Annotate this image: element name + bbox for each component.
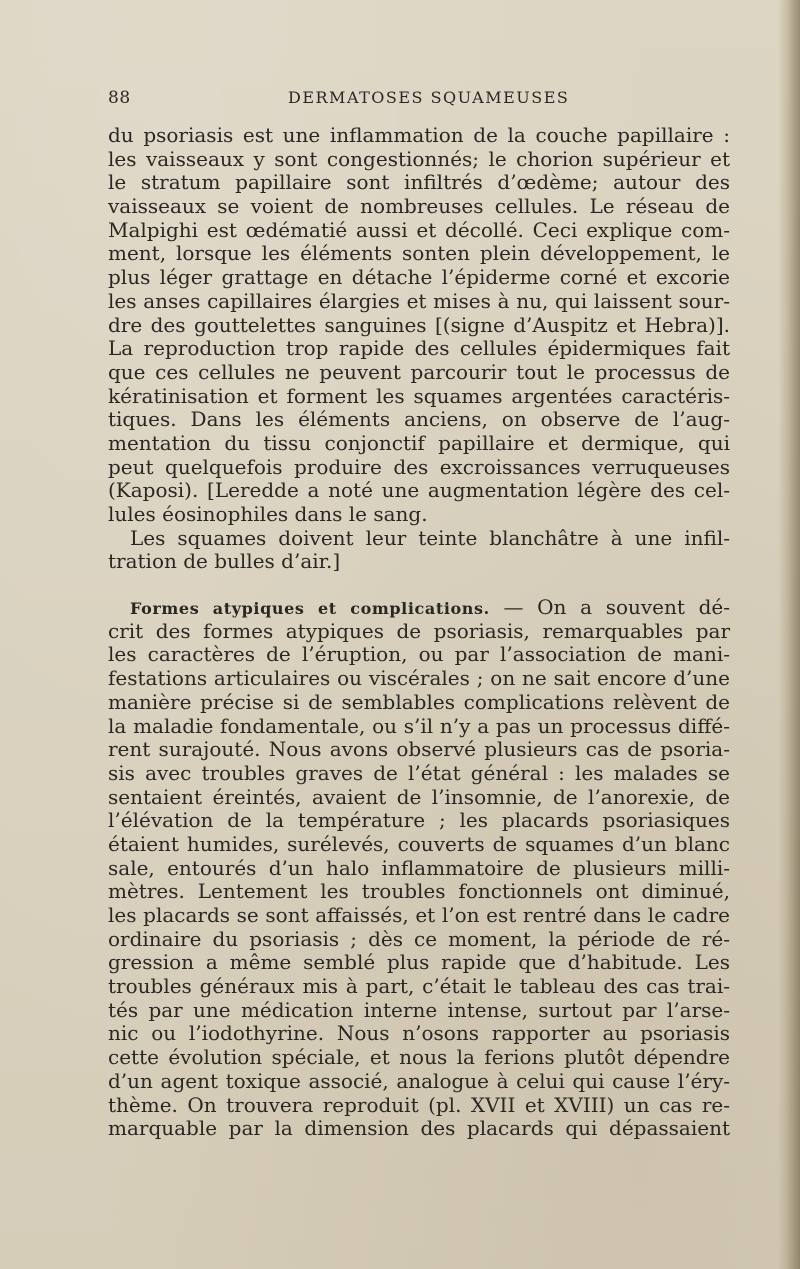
text-line: kératinisation et forment les squames argentées caractéris- <box>108 383 730 408</box>
text-line: la maladie fondamentale, ou s’il n’y a pas un processus diffé- <box>108 713 730 738</box>
page-edge-shadow <box>778 0 800 1269</box>
text-line: les anses capillaires élargies et mises à nu, qui laissent sour- <box>108 288 730 313</box>
text-line: nic ou l’iodothyrine. Nous n’osons rapporter au psoriasis <box>108 1021 730 1046</box>
text-line: dre des gouttelettes sanguines [(signe d’Auspitz et Hebra)]. <box>108 312 730 337</box>
text-line: sale, entourés d’un halo inflammatoire de plusieurs milli- <box>108 855 730 880</box>
page-number: 88 <box>108 88 131 108</box>
section-title: Formes atypiques et complications. <box>130 599 490 619</box>
text-line: crit des formes atypiques de psoriasis, remarquables par <box>108 618 730 643</box>
section-first-line-text: — On a souvent dé- <box>489 595 730 620</box>
text-line: plus léger grattage en détache l’épiderme corné et excorie <box>108 265 730 290</box>
text-line: troubles généraux mis à part, c’était le tableau des cas trai- <box>108 974 730 999</box>
text-line: cette évolution spéciale, et nous la ferions plutôt dépendre <box>108 1045 730 1070</box>
text-line: tiques. Dans les éléments anciens, on observe de l’aug- <box>108 407 730 432</box>
text-line: La reproduction trop rapide des cellules épidermiques fait <box>108 336 730 361</box>
text-line: ment, lorsque les éléments sonten plein développement, le <box>108 241 730 266</box>
text-line: (Kaposi). [Leredde a noté une augmentation légère des cel- <box>108 478 730 503</box>
text-line: vaisseaux se voient de nombreuses cellules. Le réseau de <box>108 194 730 219</box>
text-line: étaient humides, surélevés, couverts de squames d’un blanc <box>108 831 730 856</box>
body-text <box>108 124 730 1141</box>
text-line: le stratum papillaire sont infiltrés d’œdème; autour des <box>108 170 730 195</box>
text-line: les vaisseaux y sont congestionnés; le chorion supérieur et <box>108 146 730 171</box>
text-line: rent surajouté. Nous avons observé plusieurs cas de psoria- <box>108 737 730 762</box>
text-line: les caractères de l’éruption, ou par l’association de mani- <box>108 642 730 667</box>
text-line: tés par une médication interne intense, surtout par l’arse- <box>108 997 730 1022</box>
text-line: gression a même semblé plus rapide que d’habitude. Les <box>108 950 730 975</box>
text-line: sentaient éreintés, avaient de l’insomnie, de l’anorexie, de <box>108 784 730 809</box>
text-line: sis avec troubles graves de l’état général : les malades se <box>108 760 730 785</box>
text-line: mentation du tissu conjonctif papillaire et dermique, qui <box>108 430 730 455</box>
text-line: ordinaire du psoriasis ; dès ce moment, la période de ré- <box>108 926 730 951</box>
page-header <box>108 88 728 110</box>
text-line: manière précise si de semblables complications relèvent de <box>108 689 730 714</box>
text-line: Les squames doivent leur teinte blanchâtre à une infil- <box>130 525 730 550</box>
text-line: tration de bulles d’air.] <box>108 549 341 574</box>
text-line: peut quelquefois produire des excroissances verruqueuses <box>108 454 730 479</box>
text-line: l’élévation de la température ; les placards psoriasiques <box>108 808 730 833</box>
text-line: que ces cellules ne peuvent parcourir tout le processus de <box>108 359 730 384</box>
text-line: mètres. Lentement les troubles fonctionnels ont diminué, <box>108 879 730 904</box>
text-line: du psoriasis est une inflammation de la couche papillaire : <box>108 123 730 147</box>
text-line: marquable par la dimension des placards qui dépassaient <box>108 1116 730 1141</box>
text-line: lules éosinophiles dans le sang. <box>108 502 428 526</box>
section-first-line <box>108 596 730 620</box>
text-line: festations articulaires ou viscérales ; on ne sait encore d’une <box>108 666 730 691</box>
section-gap <box>108 574 730 596</box>
running-title: DERMATOSES SQUAMEUSES <box>288 88 570 107</box>
text-line: Malpighi est œdématié aussi et décollé. Ceci explique com- <box>108 217 730 242</box>
text-line: les placards se sont affaissés, et l’on est rentré dans le cadre <box>108 903 730 927</box>
text-line: d’un agent toxique associé, analogue à celui qui cause l’éry- <box>108 1068 730 1093</box>
text-line: thème. On trouvera reproduit (pl. XVII et XVIII) un cas re- <box>108 1092 730 1117</box>
